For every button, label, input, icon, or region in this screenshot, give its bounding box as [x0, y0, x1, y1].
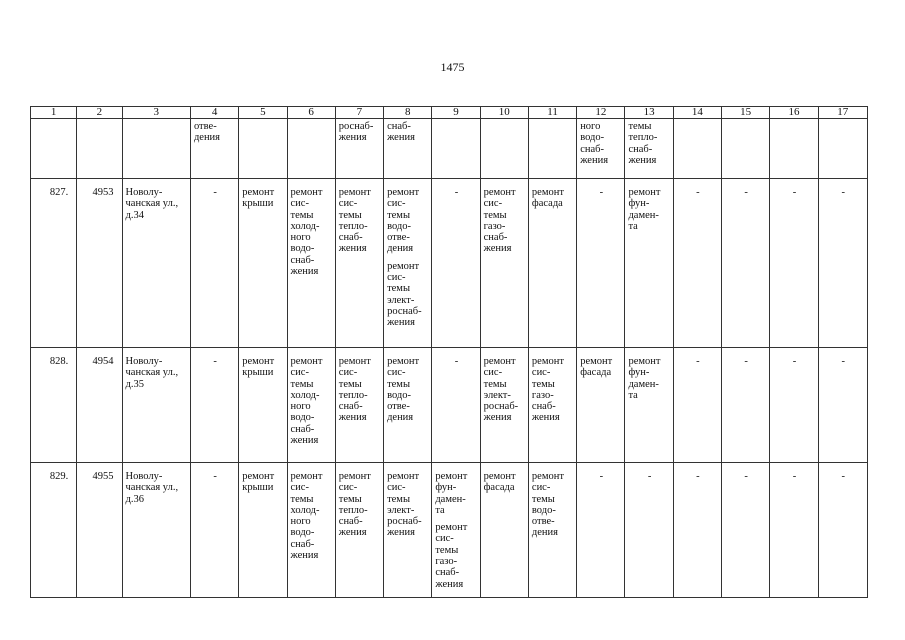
cell-text: -: [599, 471, 604, 482]
column-number-cell: 7: [335, 107, 383, 119]
cell-text: -: [696, 356, 700, 367]
repair-work-cell: [577, 348, 625, 463]
repair-work-cell: [287, 348, 335, 463]
continuation-cell: [770, 119, 818, 179]
column-number-cell: 17: [818, 107, 867, 119]
repair-work-cell: [287, 463, 335, 598]
column-number-cell: 4: [190, 107, 238, 119]
repair-work-cell: [239, 463, 287, 598]
cell-text: снаб- жения: [387, 121, 415, 144]
cell-text: -: [744, 187, 748, 198]
cell-text: -: [213, 356, 217, 367]
empty-dash-cell: [770, 348, 818, 463]
continuation-cell: [77, 119, 122, 179]
empty-dash-cell: [190, 348, 238, 463]
repair-work-cell: [528, 348, 576, 463]
cell-text: ремонт сис- темы тепло- снаб- жения: [338, 187, 371, 255]
empty-dash-cell: [770, 463, 818, 598]
cell-text: ремонт фун- дамен- та: [628, 187, 661, 232]
continuation-cell: [577, 119, 625, 179]
continuation-cell: [384, 119, 432, 179]
cell-text: ного водо- снаб- жения: [580, 121, 609, 166]
cell-text: ремонт сис- темы газо- снаб- жения: [531, 356, 564, 424]
row-number-cell: [31, 179, 77, 348]
column-number-cell: 16: [770, 107, 818, 119]
continuation-row: [31, 119, 868, 179]
repair-work-cell: [625, 348, 673, 463]
repair-work-cell: [239, 348, 287, 463]
repair-work-cell: [528, 463, 576, 598]
cell-text: ремонт сис- темы газо- снаб- жения: [483, 187, 516, 255]
cell-text: ремонт фун- дамен- та: [628, 356, 661, 401]
cell-text: темы тепло- снаб- жения: [628, 121, 658, 166]
cell-text: -: [647, 471, 652, 482]
cell-text: ремонт крыши: [242, 471, 275, 494]
continuation-cell: [625, 119, 673, 179]
cell-text: 4953: [92, 187, 114, 198]
repair-work-cell: [384, 179, 432, 348]
empty-dash-cell: [673, 463, 721, 598]
column-number-cell: 1: [31, 107, 77, 119]
cell-text: 827.: [49, 187, 69, 198]
continuation-cell: [122, 119, 190, 179]
cell-text: ремонт сис- темы водо- отве- дения: [387, 356, 420, 424]
cell-text: ремонт фасада: [580, 356, 613, 379]
table-body: [31, 107, 868, 598]
repair-work-cell: [432, 463, 480, 598]
empty-dash-cell: [432, 348, 480, 463]
cell-text: ремонт сис- темы тепло- снаб- жения: [338, 356, 371, 424]
continuation-cell: [239, 119, 287, 179]
cell-text: -: [792, 356, 797, 367]
cell-text: -: [841, 471, 846, 482]
cell-text: ремонт фасада: [531, 187, 564, 210]
repair-work-cell: [335, 463, 383, 598]
repair-work-cell: [239, 179, 287, 348]
cell-text: -: [744, 471, 748, 482]
cell-text: ремонт крыши: [242, 356, 275, 379]
cell-text: -: [599, 187, 604, 198]
empty-dash-cell: [722, 348, 770, 463]
column-number-cell: 2: [77, 107, 122, 119]
column-number-cell: 3: [122, 107, 190, 119]
column-number-cell: 5: [239, 107, 287, 119]
cell-text: ремонт фасада: [483, 471, 516, 494]
continuation-cell: [335, 119, 383, 179]
empty-dash-cell: [818, 463, 867, 598]
column-number-row: [31, 107, 868, 119]
address-cell: [122, 179, 190, 348]
table-row: [31, 348, 868, 463]
repair-work-cell: [625, 179, 673, 348]
empty-dash-cell: [673, 348, 721, 463]
cell-text: 4954: [92, 356, 114, 367]
cell-text: ремонт сис- темы элект- роснаб- жения: [387, 471, 422, 539]
cell-text: ремонт сис- темы элект- роснаб- жения: [387, 260, 422, 329]
cell-text: -: [792, 471, 797, 482]
empty-dash-cell: [673, 179, 721, 348]
cell-text: ремонт сис- темы тепло- снаб- жения: [338, 471, 371, 539]
repair-work-cell: [480, 179, 528, 348]
repair-work-cell: [384, 463, 432, 598]
page-number: 1475: [440, 60, 465, 74]
cell-text: 828.: [49, 356, 69, 367]
cell-text: Новолу- чанская ул., д.34: [125, 187, 179, 221]
cell-text: -: [454, 356, 459, 367]
address-cell: [122, 463, 190, 598]
column-number-cell: 15: [722, 107, 770, 119]
cell-text: ремонт сис- темы водо- отве- дения: [531, 471, 564, 539]
empty-dash-cell: [190, 179, 238, 348]
repair-schedule-table: [30, 106, 868, 598]
column-number-cell: 10: [480, 107, 528, 119]
continuation-cell: [818, 119, 867, 179]
cell-text: -: [744, 356, 748, 367]
cell-text: -: [792, 187, 797, 198]
repair-work-cell: [384, 348, 432, 463]
continuation-cell: [190, 119, 238, 179]
continuation-cell: [287, 119, 335, 179]
row-number-cell: [31, 348, 77, 463]
cell-text: ремонт сис- темы холод- ного водо- снаб- жения: [290, 187, 323, 278]
column-number-cell: 8: [384, 107, 432, 119]
repair-work-cell: [335, 179, 383, 348]
continuation-cell: [432, 119, 480, 179]
repair-work-cell: [528, 179, 576, 348]
empty-dash-cell: [722, 179, 770, 348]
cell-text: Новолу- чанская ул., д.35: [125, 356, 179, 390]
cell-text: ремонт сис- темы холод- ного водо- снаб- жения: [290, 471, 323, 562]
column-number-cell: 12: [577, 107, 625, 119]
repair-work-cell: [335, 348, 383, 463]
empty-dash-cell: [625, 463, 673, 598]
empty-dash-cell: [577, 463, 625, 598]
row-number-cell: [31, 463, 77, 598]
column-number-cell: 9: [432, 107, 480, 119]
column-number-cell: 14: [673, 107, 721, 119]
cell-text: ремонт крыши: [242, 187, 275, 210]
empty-dash-cell: [770, 179, 818, 348]
repair-work-cell: [480, 463, 528, 598]
continuation-cell: [673, 119, 721, 179]
repair-work-cell: [480, 348, 528, 463]
continuation-cell: [722, 119, 770, 179]
empty-dash-cell: [190, 463, 238, 598]
cell-text: роснаб- жения: [338, 121, 374, 144]
empty-dash-cell: [722, 463, 770, 598]
cell-text: 4955: [92, 471, 114, 482]
cell-text: -: [696, 187, 700, 198]
empty-dash-cell: [818, 348, 867, 463]
column-number-cell: 11: [528, 107, 576, 119]
continuation-cell: [31, 119, 77, 179]
cell-text: -: [213, 471, 217, 482]
cell-text: ремонт сис- темы газо- снаб- жения: [435, 522, 468, 590]
cell-text: ремонт сис- темы холод- ного водо- снаб- жения: [290, 356, 323, 447]
table-row: [31, 463, 868, 598]
continuation-cell: [528, 119, 576, 179]
cell-text: отве- дения: [193, 121, 221, 144]
cell-text: ремонт фун- дамен- та: [435, 471, 468, 516]
building-code-cell: [77, 179, 122, 348]
repair-work-cell: [287, 179, 335, 348]
cell-text: 829.: [49, 471, 69, 482]
cell-text: ремонт сис- темы элект- роснаб- жения: [483, 356, 519, 424]
cell-text: -: [696, 471, 700, 482]
continuation-cell: [480, 119, 528, 179]
empty-dash-cell: [432, 179, 480, 348]
cell-text: -: [213, 187, 217, 198]
cell-text: -: [841, 356, 846, 367]
building-code-cell: [77, 348, 122, 463]
building-code-cell: [77, 463, 122, 598]
column-number-cell: 6: [287, 107, 335, 119]
cell-text: Новолу- чанская ул., д.36: [125, 471, 179, 505]
cell-text: ремонт сис- темы водо- отве- дения: [387, 187, 420, 255]
table-row: [31, 179, 868, 348]
cell-text: -: [841, 187, 846, 198]
cell-text: -: [454, 187, 459, 198]
empty-dash-cell: [818, 179, 867, 348]
empty-dash-cell: [577, 179, 625, 348]
column-number-cell: 13: [625, 107, 673, 119]
address-cell: [122, 348, 190, 463]
